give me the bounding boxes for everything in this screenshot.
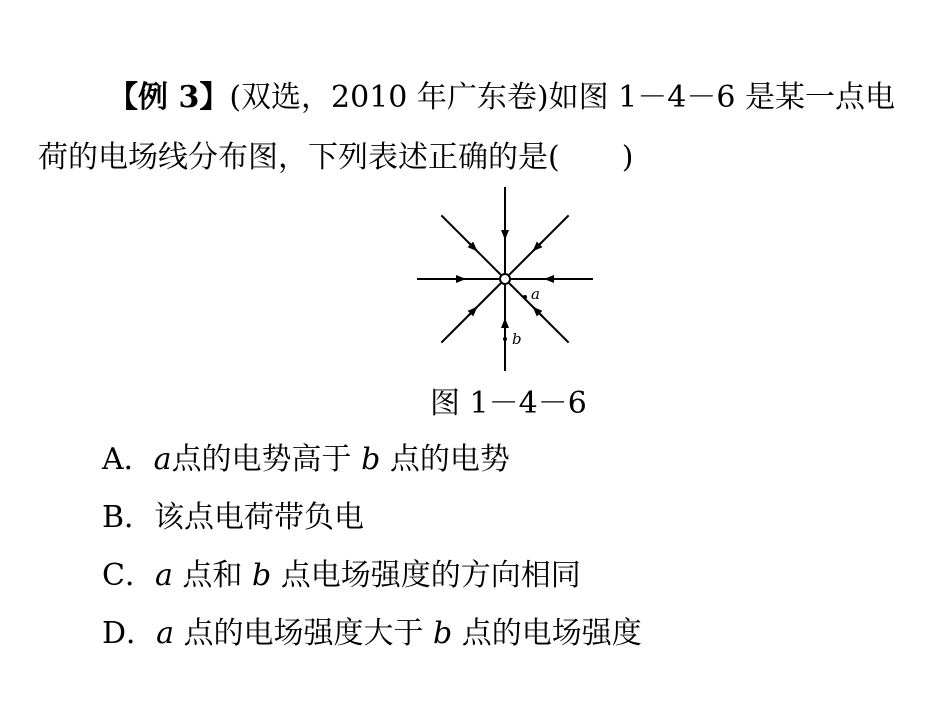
option-c-var1: a (154, 558, 173, 593)
point-a-label: a (531, 285, 540, 303)
option-d-letter: D． (102, 616, 157, 651)
point-b-label: b (512, 330, 522, 348)
option-d-text2: 点的电场强度 (452, 616, 642, 651)
question-line-1 (108, 80, 895, 116)
option-a-letter: A． (102, 442, 154, 477)
option-b-text1: 该点电荷带负电 (154, 500, 365, 535)
question-text-part1: 如图 1－4－6 是某一点电 (548, 80, 895, 115)
option-a-text1: 点的电势高于 (171, 442, 362, 477)
point-b-dot (503, 337, 507, 341)
option-d[interactable] (102, 616, 642, 652)
point-a-dot (523, 295, 527, 299)
field-arrow-northeast (533, 242, 541, 250)
option-a-var2: b (361, 442, 381, 477)
option-a-text2: 点的电势 (380, 442, 510, 477)
point-charge (500, 274, 510, 284)
option-a-var1: a (153, 442, 172, 477)
option-b[interactable] (102, 500, 364, 536)
field-arrow-northwest (468, 242, 476, 250)
field-arrow-southwest (468, 307, 476, 315)
option-c-var2: b (251, 558, 272, 593)
question-source: (双选，2010 年广东卷) (229, 80, 549, 115)
option-c-letter: C． (102, 558, 155, 593)
question-text-part2: 荷的电场线分布图，下列表述正确的是( (38, 140, 560, 175)
option-b-letter: B． (102, 500, 155, 535)
electric-field-diagram (405, 185, 605, 375)
option-d-var2: b (433, 616, 453, 651)
question-close-paren: ) (621, 140, 634, 175)
figure-caption: 图 1－4－6 (430, 386, 587, 421)
option-c[interactable] (102, 558, 581, 594)
question-line-2 (38, 140, 633, 176)
option-d-text1: 点的电场强度大于 (173, 616, 434, 651)
option-c-text2: 点电场强度的方向相同 (271, 558, 581, 593)
option-c-text1: 点和 (172, 558, 252, 593)
field-arrow-southeast (533, 307, 541, 315)
example-label: 【例 3】 (108, 80, 230, 115)
option-a[interactable] (102, 442, 510, 478)
option-d-var1: a (156, 616, 174, 651)
